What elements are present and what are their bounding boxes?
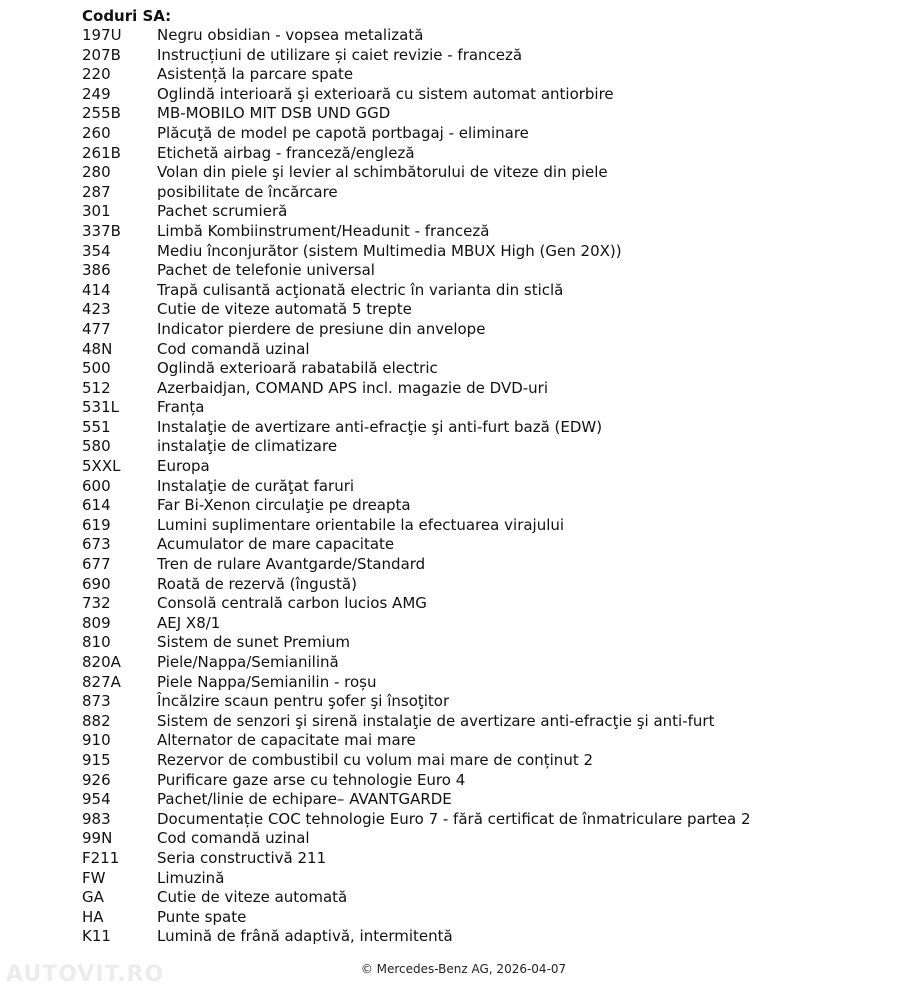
option-code: 260 [82, 123, 111, 142]
option-description: Indicator pierdere de presiune din anvelope [157, 319, 486, 338]
option-description: Limbă Kombiinstrument/Headunit - franceză [157, 221, 490, 240]
option-description: Volan din piele şi levier al schimbătorului de viteze din piele [157, 163, 608, 182]
option-description: AEJ X8/1 [157, 613, 221, 632]
code-row [82, 65, 751, 85]
option-code: 249 [82, 84, 111, 103]
option-code: 477 [82, 319, 111, 338]
code-row [82, 516, 751, 536]
option-description: instalaţie de climatizare [157, 437, 338, 456]
option-description: Pachet de telefonie universal [157, 261, 375, 280]
code-row [82, 496, 751, 516]
option-code: 690 [82, 574, 111, 593]
code-row [82, 85, 751, 105]
code-row [82, 888, 751, 908]
code-row [82, 261, 751, 281]
option-description: Sistem de senzori şi sirenă instalaţie de avertizare anti-efracţie şi anti-furt [157, 711, 715, 730]
option-code: 354 [82, 241, 111, 260]
code-row [82, 379, 751, 399]
option-description: Franța [157, 398, 205, 417]
option-description: Piele/Nappa/Semianilină [157, 653, 339, 671]
option-code: 580 [82, 437, 111, 456]
code-row [82, 359, 751, 379]
option-code: 261B [82, 143, 121, 162]
code-row [82, 731, 751, 751]
option-code: 255B [82, 104, 121, 123]
code-row [82, 437, 751, 457]
code-row [82, 810, 751, 830]
option-code: 500 [82, 359, 111, 378]
option-code: 48N [82, 339, 113, 358]
option-description: Pachet scrumieră [157, 202, 288, 221]
option-description: Seria constructivă 211 [157, 848, 327, 867]
option-description: posibilitate de încărcare [157, 182, 338, 201]
option-code: 673 [82, 535, 111, 554]
code-row [82, 222, 751, 242]
option-description: Instrucțiuni de utilizare și caiet revizie - franceză [157, 45, 523, 64]
code-row [82, 144, 751, 164]
code-row [82, 320, 751, 340]
option-description: Sistem de sunet Premium [157, 633, 350, 652]
option-description: Lumină de frână adaptivă, intermitentă [157, 927, 453, 946]
option-code: 220 [82, 65, 111, 84]
code-row [82, 869, 751, 889]
option-code: 5XXL [82, 457, 121, 476]
code-row [82, 633, 751, 653]
option-code: F211 [82, 848, 120, 867]
option-code: 337B [82, 221, 121, 240]
option-description: Roată de rezervă (îngustă) [157, 574, 357, 593]
code-row [82, 771, 751, 791]
watermark-logo: AUTOVIT.RO [6, 962, 165, 987]
code-row [82, 692, 751, 712]
code-row [82, 242, 751, 262]
code-row [82, 124, 751, 144]
section-heading: Coduri SA: [82, 7, 172, 25]
code-row [82, 535, 751, 555]
code-row [82, 751, 751, 771]
option-code: 414 [82, 280, 111, 299]
option-code: HA [82, 907, 104, 926]
option-description: Mediu înconjurător (sistem Multimedia MBUX High (Gen 20X)) [157, 241, 622, 260]
code-row [82, 26, 751, 46]
option-description: Instalaţie de avertizare anti-efracţie şi anti-furt bază (EDW) [157, 417, 603, 436]
option-code: 810 [82, 633, 111, 652]
option-description: Punte spate [157, 907, 247, 926]
option-code: 551 [82, 417, 111, 436]
option-description: Alternator de capacitate mai mare [157, 731, 416, 750]
option-description: Cod comandă uzinal [157, 339, 310, 358]
option-description: Rezervor de combustibil cu volum mai mare de conținut 2 [157, 750, 594, 769]
option-code: 926 [82, 770, 111, 789]
option-description: Cutie de viteze automată [157, 888, 348, 907]
option-code: 954 [82, 790, 111, 809]
code-row [82, 594, 751, 614]
option-description: Azerbaidjan, COMAND APS incl. magazie de DVD-uri [157, 378, 549, 397]
option-code: 915 [82, 750, 111, 769]
option-description: Far Bi-Xenon circulaţie pe dreapta [157, 496, 411, 515]
code-row [82, 163, 751, 183]
option-code: 280 [82, 163, 111, 182]
code-row [82, 457, 751, 477]
option-code: 983 [82, 809, 111, 828]
option-code: 531L [82, 398, 119, 417]
option-description: Europa [157, 457, 210, 476]
option-description: Cutie de viteze automată 5 trepte [157, 300, 412, 319]
option-description: Negru obsidian - vopsea metalizată [157, 26, 424, 44]
option-description: Instalaţie de curăţat faruri [157, 476, 355, 495]
option-code: 732 [82, 594, 111, 613]
code-row [82, 927, 751, 947]
option-code: 827A [82, 672, 121, 691]
option-code: 882 [82, 711, 111, 730]
code-row [82, 614, 751, 634]
option-code: 910 [82, 731, 111, 750]
option-code: K11 [82, 927, 111, 946]
option-code: 99N [82, 829, 113, 848]
code-row [82, 849, 751, 869]
option-description: Acumulator de mare capacitate [157, 535, 395, 554]
option-description: Cod comandă uzinal [157, 829, 310, 848]
option-code: 207B [82, 45, 121, 64]
option-code: 820A [82, 653, 121, 671]
option-code: 677 [82, 555, 111, 574]
code-row [82, 398, 751, 418]
code-row [82, 790, 751, 810]
option-description: Trapă culisantă acţionată electric în varianta din sticlă [157, 280, 564, 299]
option-code: 287 [82, 182, 111, 201]
code-row [82, 340, 751, 360]
code-row [82, 477, 751, 497]
option-description: Consolă centrală carbon lucios AMG [157, 594, 427, 613]
code-row [82, 908, 751, 928]
option-code: 512 [82, 378, 111, 397]
code-row [82, 202, 751, 222]
option-code: 197U [82, 26, 122, 44]
option-description: Piele Nappa/Semianilin - roșu [157, 672, 377, 691]
copyright-footer: © Mercedes-Benz AG, 2026-04-07 [360, 962, 567, 976]
option-code: GA [82, 888, 104, 907]
code-row [82, 712, 751, 732]
code-row [82, 104, 751, 124]
option-code: 600 [82, 476, 111, 495]
option-code: 423 [82, 300, 111, 319]
code-row [82, 829, 751, 849]
code-row [82, 555, 751, 575]
code-row [82, 300, 751, 320]
option-code: 614 [82, 496, 111, 515]
code-row [82, 575, 751, 595]
option-description: Încălzire scaun pentru şofer şi însoţitor [157, 692, 450, 711]
option-description: Documentație COC tehnologie Euro 7 - fără certificat de înmatriculare partea 2 [157, 809, 751, 828]
option-description: Etichetă airbag - franceză/engleză [157, 143, 415, 162]
option-description: Oglindă interioară şi exterioară cu sistem automat antiorbire [157, 84, 614, 103]
option-description: Tren de rulare Avantgarde/Standard [157, 555, 426, 574]
option-description: Plăcuţă de model pe capotă portbagaj - eliminare [157, 123, 529, 142]
code-row [82, 281, 751, 301]
option-description: Limuzină [157, 868, 225, 887]
option-description: Lumini suplimentare orientabile la efectuarea virajului [157, 515, 565, 534]
option-description: Asistență la parcare spate [157, 65, 354, 84]
option-description: Oglindă exterioară rabatabilă electric [157, 359, 438, 378]
option-description: MB-MOBILO MIT DSB UND GGD [157, 104, 391, 123]
code-row [82, 673, 751, 693]
option-code: 301 [82, 202, 111, 221]
option-code: 809 [82, 613, 111, 632]
code-row [82, 418, 751, 438]
code-row [82, 46, 751, 66]
option-code: 386 [82, 261, 111, 280]
option-code: 873 [82, 692, 111, 711]
option-description: Pachet/linie de echipare– AVANTGARDE [157, 790, 452, 809]
option-code: FW [82, 868, 106, 887]
sa-codes-list [82, 26, 751, 947]
option-code: 619 [82, 515, 111, 534]
code-row [82, 653, 751, 673]
code-row [82, 183, 751, 203]
option-description: Purificare gaze arse cu tehnologie Euro 4 [157, 770, 466, 789]
